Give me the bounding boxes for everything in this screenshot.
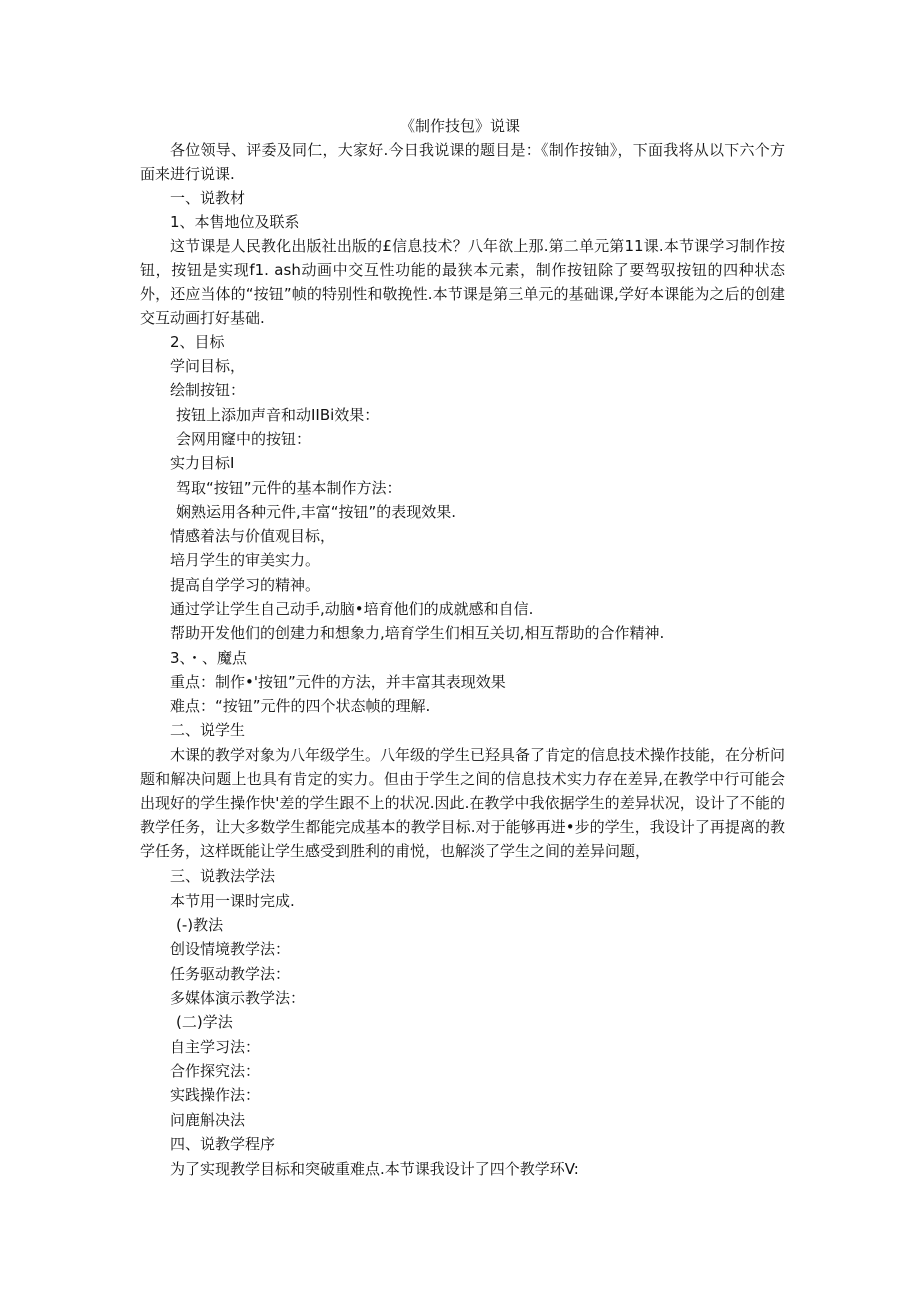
- text-line: 帮助开发他们的创建力和想象力,培育学生们相互关切,相互帮助的合作精神.: [170, 624, 665, 642]
- text-line: 提高自学学习的精神。: [170, 576, 321, 594]
- section-heading: 三、说教法学法: [170, 867, 276, 885]
- text-line: 自主学习法：: [170, 1038, 261, 1056]
- text-line: 问鹿斛决法: [170, 1111, 246, 1129]
- text-line: 本节用一课时完成.: [170, 892, 295, 910]
- paragraph: 木课的教学对象为八年级学生。八年级的学生已羟具备了肯定的信息技术操作技能，在分析问题和解决问题上也具有肯定的实力。但由于学生之间的信息技术实力存在差异,在教学中行可能会出现好的学生操作快'差的学生跟不上的状况.因此.在教学中我依据学生的差异状况，设计了不能的教学任务，让大多数学生都能完成基本的教学目标.对于能够再进•步的学生，我设计了再提离的教学任务，这样既能让学生感受到胜利的甫悦，也解淡了学生之间的差异问题，: [140, 746, 786, 860]
- intro-paragraph: 各位领导、评委及同仁，大家好.今日我说课的题目是：《制作按铀》，下面我将从以下六个方面来进行说课.: [140, 141, 785, 183]
- text-line: 绘制按钮：: [170, 381, 246, 399]
- text-line: 学问目标，: [170, 357, 246, 375]
- subsection-heading: 2、目标: [170, 333, 225, 351]
- text-line: 会网用窿中的按钮：: [176, 430, 312, 448]
- paragraph: 这节课是人民教化出版社出版的£信息技术？八年欲上那.第二单元第11课.本节课学习制作按钮，按钮是实现f1. ash动画中交互性功能的最狭本元素，制作按钮除了要驾驭按钮的四种状态外，还应当体的“按钮”帧的特别性和敬挽性.本节课是第三单元的基础课,学好本课能为之后的创建交互动画打好基础.: [140, 237, 785, 327]
- text-line: 驾取“按钮”元件的基本制作方法：: [176, 479, 402, 497]
- text-line: 娴熟运用各种元件,丰富“按钮”的表现效果.: [176, 503, 457, 521]
- text-line: 创设情境教学法：: [170, 940, 291, 958]
- section-heading: 四、说教学程序: [170, 1135, 276, 1153]
- text-line: 实力目标I: [170, 454, 235, 472]
- subsection-heading: 1、本售地位及联系: [170, 213, 300, 231]
- text-line: 多媒体演示教学法：: [170, 989, 306, 1007]
- text-line: 通过学让学生自己动手,动脑•培育他们的成就感和自信.: [170, 600, 534, 618]
- text-line: 合作探究法：: [170, 1062, 261, 1080]
- text-line: 按钮上添加声音和动IIBi效果：: [176, 406, 380, 424]
- section-heading: 二、说学生: [170, 721, 246, 739]
- text-line: 情感着法与价值观目标，: [170, 527, 336, 545]
- text-line: 难点：“按钮”元件的四个状态帧的理解.: [170, 697, 431, 715]
- text-line: 重点：制作•'按钮”元件的方法，并丰富其表现效果: [170, 673, 506, 691]
- subsection-heading: 3、・、魔点: [170, 649, 248, 667]
- section-heading: 一、说教材: [170, 189, 246, 207]
- subsection-heading: (-)教法: [176, 916, 224, 934]
- text-line: 培月学生的审美实力。: [170, 551, 321, 569]
- text-line: 任务驱动教学法：: [170, 965, 291, 983]
- text-line: 为了实现教学目标和突破重难点.本节课我设计了四个教学环V:: [170, 1160, 579, 1178]
- subsection-heading: (二)学法: [176, 1013, 233, 1031]
- document-title: 《制作技包》说课: [399, 117, 520, 135]
- text-line: 实践操作法：: [170, 1086, 261, 1104]
